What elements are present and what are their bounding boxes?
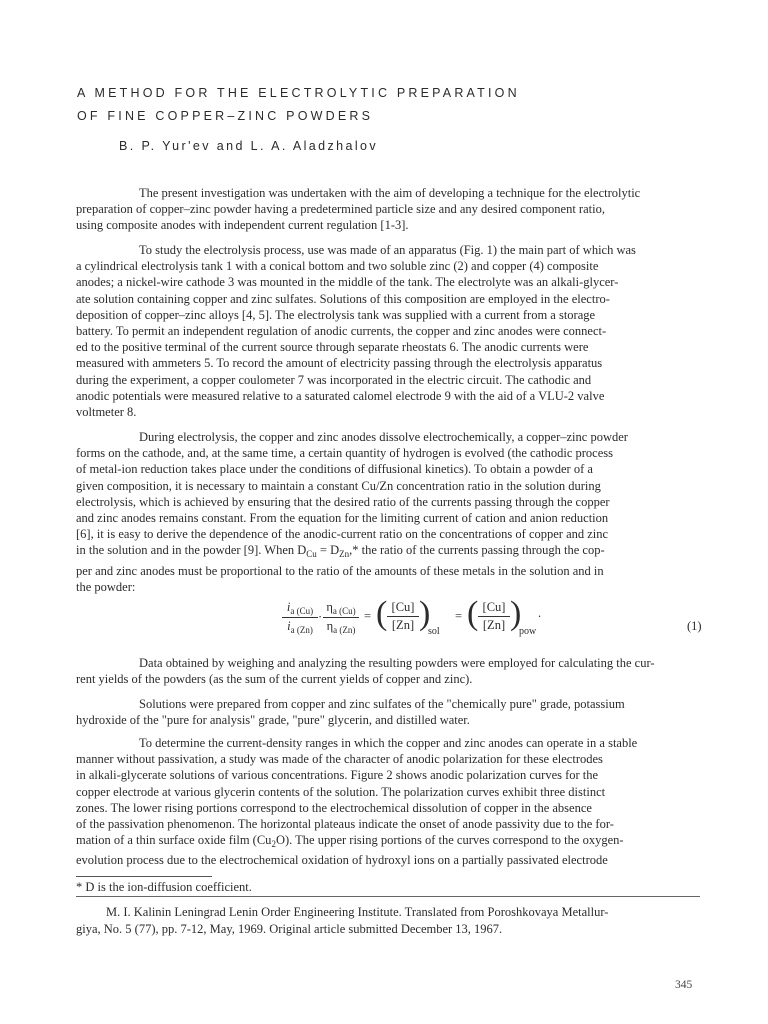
text-line: To determine the current-density ranges in which the copper and zinc anodes can operate in a stable <box>139 736 638 750</box>
left-paren: ( <box>467 595 479 632</box>
oxide-lead: mation of a thin surface oxide film (Cu <box>76 833 272 848</box>
subscript-pow: pow <box>519 626 537 637</box>
text-line: copper electrode at various glycerin contents of the solution. The polarization curves exhibit three distinct <box>76 784 606 799</box>
text-line: given composition, it is necessary to maintain a constant Cu/Zn concentration ratio in the solution during <box>76 478 601 493</box>
text-line: ed to the positive terminal of the current source through separate rheostats 6. The anodic currents were <box>76 340 589 355</box>
text-line: and zinc anodes remains constant. From the equation for the limiting current of cation and anion reduction <box>76 511 609 526</box>
text-line: manner without passivation, a study was made of the character of anodic polarization for these electrodes <box>76 752 603 767</box>
right-paren: ) <box>510 595 522 632</box>
text-line: [6], it is easy to derive the dependence of the anodic-current ratio on the concentrations of copper and zinc <box>76 527 609 542</box>
authors: B. P. Yur'ev and L. A. Aladzhalov <box>119 139 379 153</box>
when-eq: = D <box>316 543 340 558</box>
equals-sign: = <box>455 609 463 623</box>
equation-1 <box>282 595 702 646</box>
article-title-line-2: OF FINE COPPER–ZINC POWDERS <box>77 109 374 123</box>
footnote: * D is the ion-diffusion coefficient. <box>76 880 252 894</box>
text-line: voltmeter 8. <box>76 405 137 420</box>
paragraph-apparatus <box>76 242 700 420</box>
text-line: anodes; a nickel-wire cathode 3 was mounted in the middle of the tank. The electrolyte was an alkali-glycer- <box>76 275 619 290</box>
text-line: using composite anodes with independent current regulation [1-3]. <box>76 218 409 233</box>
paragraph-solutions <box>76 696 700 728</box>
text-line: Solutions were prepared from copper and zinc sulfates of the "chemically pure" grade, potassium <box>139 697 625 711</box>
text-line: The present investigation was undertaken with the aim of developing a technique for the electrolytic <box>139 186 641 200</box>
footnote-divider <box>76 876 212 877</box>
fraction-bar <box>282 617 318 618</box>
text-line: during the experiment, a copper coulometer 7 was incorporated in the electric circuit. The cathodic and <box>76 372 592 387</box>
text-line-with-subscripts <box>76 542 700 562</box>
affiliation-line: M. I. Kalinin Leningrad Lenin Order Engineering Institute. Translated from Poroshkovaya Metallur- <box>106 905 609 919</box>
subscript: a (Cu) <box>332 606 356 616</box>
text-line: anodic potentials were measured relative to a saturated calomel electrode 9 with the aid of a VLU-2 valve <box>76 388 605 403</box>
affiliation-divider <box>76 896 700 897</box>
cu-content: [Cu] <box>482 600 506 614</box>
text-line: measured with ammeters 5. To record the amount of electricity passing through the electrolysis apparatus <box>76 356 603 371</box>
dot-operator: · <box>318 610 323 624</box>
text-line: evolution process due to the electrochemical oxidation of hydroxyl ions on a partially passivated electrode <box>76 853 608 868</box>
fraction-bar <box>323 617 359 618</box>
fraction-bar <box>387 616 419 617</box>
affiliation-line: giya, No. 5 (77), pp. 7-12, May, 1969. Original article submitted December 13, 1967. <box>76 921 503 936</box>
text-line-with-subscript <box>76 832 700 852</box>
text-line: forms on the cathode, and, at the same time, a certain quantity of hydrogen is evolved (the cathodic process <box>76 446 613 461</box>
equation-number: (1) <box>687 619 702 633</box>
text-line: hydroxide of the "pure for analysis" grade, "pure" glycerin, and distilled water. <box>76 713 470 728</box>
text-line: zones. The lower rising portions correspond to the electrochemical dissolution of copper in the absence <box>76 800 592 815</box>
current-ratio-fraction <box>282 600 318 635</box>
when-lead: in the solution and in the powder [9]. When D <box>76 543 307 558</box>
text-line: To study the electrolysis process, use was made of an apparatus (Fig. 1) the main part of which was <box>139 243 636 257</box>
text-line: of the passivation phenomenon. The horizontal plateaus indicate the onset of anode passivity due to the for- <box>76 817 614 832</box>
paragraph-electrolysis <box>76 429 700 595</box>
eta-symbol: η <box>326 600 333 614</box>
text-line: per and zinc anodes must be proportional to the ratio of the amounts of these metals in the solution and in <box>76 563 604 578</box>
article-title-line-1: A METHOD FOR THE ELECTROLYTIC PREPARATION <box>77 86 520 100</box>
equation-period: . <box>538 606 542 620</box>
subscript: a (Zn) <box>333 625 356 635</box>
solution-ratio-fraction <box>387 600 419 633</box>
page-number: 345 <box>675 979 693 991</box>
text-line: a cylindrical electrolysis tank 1 with a conical bottom and two soluble zinc (2) and copper (4) composite <box>76 259 599 274</box>
zn-concentration: [Zn] <box>391 618 415 632</box>
subscript-zn: Zn <box>339 549 350 560</box>
text-line: electrolysis, which is achieved by ensuring that the desired ratio of the currents passing through the copper <box>76 494 610 509</box>
subscript-sol: sol <box>428 626 440 637</box>
text-line: in alkali-glycerate solutions of various concentrations. Figure 2 shows anodic polarization curves for the <box>76 768 599 783</box>
text-line: deposition of copper–zinc alloys [4, 5]. The electrolysis tank was supplied with a current from a storage <box>76 307 596 322</box>
paragraph-intro <box>76 185 700 234</box>
paragraph-polarization <box>76 735 700 869</box>
i-symbol: i <box>286 600 291 614</box>
subscript-2: 2 <box>271 839 276 850</box>
text-line: rent yields of the powders (as the sum of the current yields of copper and zinc). <box>76 672 473 687</box>
affiliation-note <box>76 904 700 937</box>
text-line: Data obtained by weighing and analyzing the resulting powders were employed for calculating the cur- <box>139 656 655 670</box>
text-line: the powder: <box>76 579 136 594</box>
subscript: a (Cu) <box>290 606 314 616</box>
paragraph-data <box>76 655 700 687</box>
fraction-bar <box>478 616 510 617</box>
eta-symbol: η <box>326 619 334 633</box>
when-tail: ,* the ratio of the currents passing through the cop- <box>349 543 605 558</box>
efficiency-ratio-fraction <box>323 600 359 635</box>
powder-ratio-fraction <box>478 600 510 633</box>
text-line: preparation of copper–zinc powder having a predetermined particle size and any desired component ratio, <box>76 202 605 217</box>
text-line: ate solution containing copper and zinc sulfates. Solutions of this composition are employed in the electro- <box>76 291 610 306</box>
i-symbol: i <box>287 619 291 633</box>
text-line: of metal-ion reduction takes place under the conditions of diffusional kinetics). To obtain a powder of a <box>76 462 593 477</box>
subscript-cu: Cu <box>306 549 317 560</box>
oxide-tail: O). The upper rising portions of the curves correspond to the oxygen- <box>275 833 624 848</box>
subscript: a (Zn) <box>290 625 313 635</box>
equals-sign: = <box>364 609 372 623</box>
left-paren: ( <box>376 595 388 632</box>
right-paren: ) <box>419 595 431 632</box>
cu-concentration: [Cu] <box>391 600 415 614</box>
zn-content: [Zn] <box>482 618 506 632</box>
text-line: During electrolysis, the copper and zinc anodes dissolve electrochemically, a copper–zinc powder <box>139 430 628 444</box>
text-line: battery. To permit an independent regulation of anodic currents, the copper and zinc anodes were connect- <box>76 324 607 339</box>
